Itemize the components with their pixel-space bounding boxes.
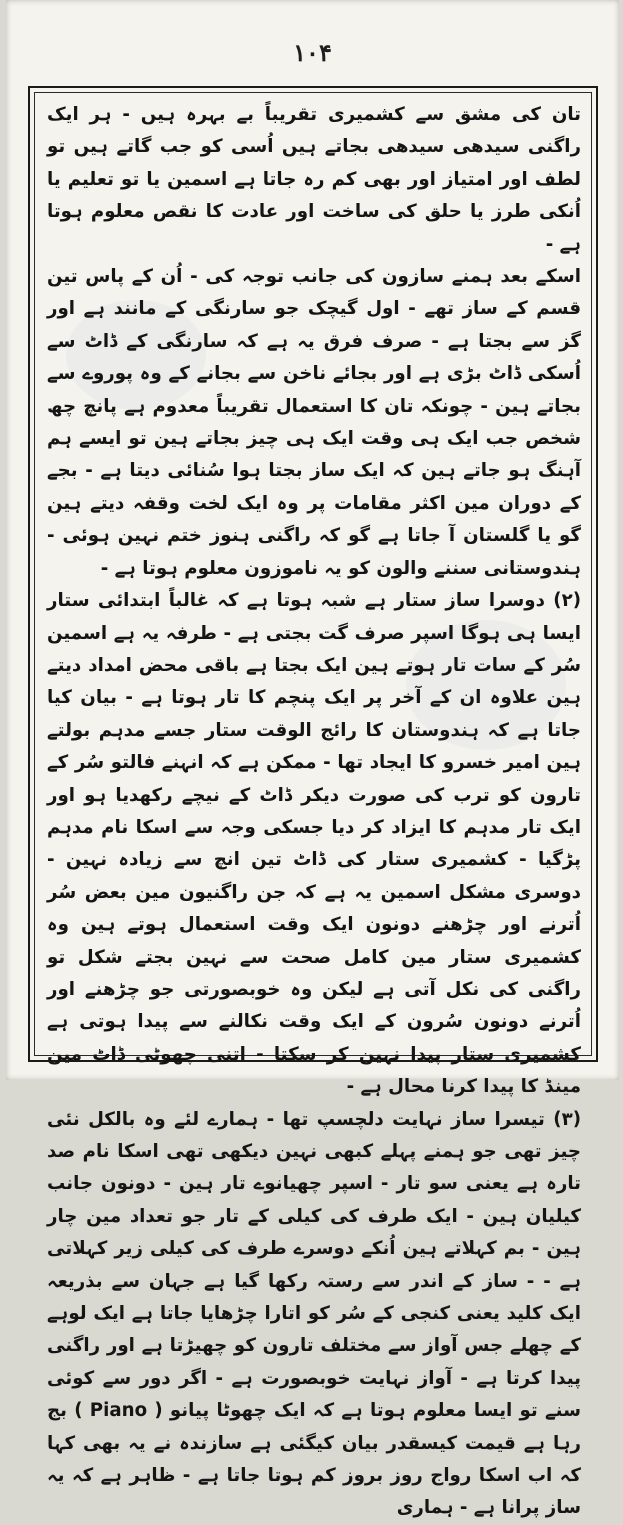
paragraph-4: (۳) تیسرا ساز نہایت دلچسپ تھا - ہمارے لئے وہ بالکل نئی چیز تھی جو ہمنے پہلے کبھی نہین دیکھی تھی اسکا نام صد تارہ ہے یعنی سو تار - اسپر چھیانوے تار ہین - دونون جانب کیلیان ہین - ایک طرف کی کیلی کے تار جو تعداد مین چار ہین - بم کہلاتے ہین اُنکے دوسرے طرف کی کیلی زیر کہلاتی ہے - - ساز کے اندر سے رستہ رکھا گیا ہے جہان سے بذریعہ ایک کلید یعنی کنجی کے سُر کو اتارا چڑھایا جاتا ہے ایک لوہے کے چھلے جس آواز سے مختلف تارون کو چھیڑتا ہے اور راگنی پیدا کرتا ہے - آواز نہایت خوبصورت ہے - اگر دور سے کوئی سنے تو ایسا معلوم ہوتا ہے کہ ایک چھوٹا پیانو ( Piano ) بج رہا ہے قیمت کیسقدر بیان کیگئی ہے سازندہ نے یہ بھی کہا کہ اب اسکا رواج روز بروز کم ہوتا جاتا ہے - ظاہر ہے کہ یہ ساز پرانا ہے - ہماری [47, 1108, 581, 1519]
paragraph-2: اسکے بعد ہمنے سازون کی جانب توجہ کی - اُن کے پاس تین قسم کے ساز تھے - اول گیچک جو سارنگی کے مانند ہے اور گز سے بجتا ہے - صرف فرق یہ ہے کہ سارنگی کے ڈاٹ سے اُسکی ڈاٹ بڑی ہے اور بجائے ناخن سے بجانے کے وہ پوروے سے بجاتے ہین - چونکہ تان کا استعمال تقریباً معدوم ہے پانچ چھ شخص جب ایک ہی وقت ایک ہی چیز بجاتے ہین تو ایسے ہم آہنگ ہو جاتے ہین کہ ایک ساز بجتا ہوا سُنائی دیتا ہے - بجے کے دوران مین اکثر مقامات پر وہ ایک لخت وقفہ دیتے ہین گو یا گلستان آ جاتا ہے گو کہ راگنی ہنوز ختم نہین ہوئی - ہندوستانی سننے والون کو یہ ناموزون معلوم ہوتا ہے - [47, 266, 581, 579]
paragraph-1: تان کی مشق سے کشمیری تقریباً بے بہرہ ہیں - ہر ایک راگنی سیدھی سیدھی بجاتے ہیں اُسی کو جب گاتے ہیں تو لطف اور امتیاز اور بھی کم رہ جاتا ہے اسمین یا تو تعلیم یا اُنکی طرز یا حلق کی ساخت اور عادت کا نقص معلوم ہوتا ہے - [47, 104, 581, 255]
page-number: ۱۰۴ [293, 38, 332, 67]
paragraph-3: (۲) دوسرا ساز ستار ہے شبہ ہوتا ہے کہ غالباً ابتدائی ستار ایسا ہی ہوگا اسپر صرف گت بجتی ہے - طرفہ یہ ہے اسمین سُر کے سات تار ہوتے ہین ایک بجتا ہے باقی محض امداد دیتے ہین علاوہ ان کے آخر پر ایک پنچم کا تار ہوتا ہے - بیان کیا جاتا ہے کہ ہندوستان کا رائج الوقت ستار جسے مدہم بولتے ہین امیر خسرو کا ایجاد تھا - ممکن ہے کہ انہنے فالتو سُر کے تارون کو ترب کی صورت دیکر ڈاٹ کے نیچے رکھدیا ہو اور ایک تار مدہم کا ایزاد کر دیا جسکی وجہ سے اسکا نام مدہم پڑگیا - کشمیری ستار کی ڈاٹ تین انچ سے زیادہ نہین - دوسری مشکل اسمین یہ ہے کہ جن راگنیون مین بعض سُر اُترنے اور چڑھنے دونون ایک وقت استعمال ہوتے ہین وہ کشمیری ستار مین کامل صحت سے نہین بجتے شکل تو راگنی کی نکل آتی ہے لیکن وہ خوبصورتی جو چڑھنے اور اُترنے دونون سُرون کے ایک وقت نکالنے سے پیدا ہوتی ہے کشمیری ستار پیدا نہین کر سکتا - اتنی چھوٹی ڈاٹ مین مینڈ کا پیدا کرنا محال ہے - [47, 590, 581, 1098]
book-page [6, 0, 619, 1519]
body-text [47, 99, 581, 1519]
page-border-inner [34, 92, 592, 1519]
page-border [28, 86, 598, 1519]
